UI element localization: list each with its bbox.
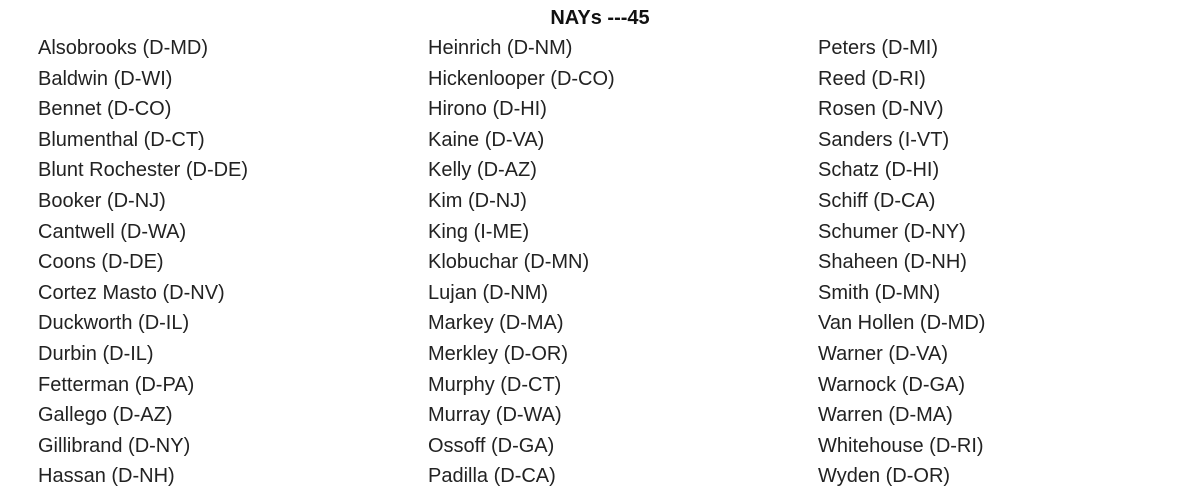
senator-name: Murray (D-WA)	[428, 404, 562, 427]
senator-name: Cortez Masto (D-NV)	[38, 281, 225, 304]
senator-name: Baldwin (D-WI)	[38, 67, 173, 90]
senator-name: Hassan (D-NH)	[38, 465, 175, 488]
vote-heading: NAYs ---45	[550, 7, 650, 29]
senator-name: Warner (D-VA)	[818, 342, 948, 365]
senator-name: Hickenlooper (D-CO)	[428, 67, 615, 90]
senator-name: Smith (D-MN)	[818, 281, 941, 304]
senator-name: Alsobrooks (D-MD)	[38, 37, 209, 59]
senator-name: Merkley (D-OR)	[428, 342, 568, 365]
senator-column-2	[428, 33, 808, 492]
senator-name: Sanders (I-VT)	[818, 128, 950, 151]
senator-column-1	[38, 33, 418, 492]
senator-name: Gillibrand (D-NY)	[38, 434, 191, 457]
senator-name: Hirono (D-HI)	[428, 98, 547, 121]
senator-name: Markey (D-MA)	[428, 312, 564, 335]
senator-name: Lujan (D-NM)	[428, 281, 549, 304]
senator-name: Reed (D-RI)	[818, 67, 926, 90]
senator-name: Warren (D-MA)	[818, 404, 953, 427]
senator-name: Heinrich (D-NM)	[428, 37, 573, 59]
senator-name: Whitehouse (D-RI)	[818, 434, 984, 457]
senator-name: Booker (D-NJ)	[38, 189, 166, 212]
senator-list	[38, 33, 1188, 495]
senator-name: Gallego (D-AZ)	[38, 404, 173, 427]
senator-name: Coons (D-DE)	[38, 251, 164, 274]
senator-name: Ossoff (D-GA)	[428, 434, 555, 457]
senator-name: Peters (D-MI)	[818, 37, 938, 59]
senator-name: Murphy (D-CT)	[428, 373, 562, 396]
senator-name: Klobuchar (D-MN)	[428, 251, 590, 274]
senator-name: Van Hollen (D-MD)	[818, 312, 986, 335]
senator-name: Kaine (D-VA)	[428, 128, 545, 151]
senator-column-3	[818, 33, 1198, 492]
senator-name: Padilla (D-CA)	[428, 465, 556, 488]
senator-name: Bennet (D-CO)	[38, 98, 172, 121]
senator-name: Rosen (D-NV)	[818, 98, 944, 121]
senator-name: Wyden (D-OR)	[818, 465, 951, 488]
senator-name: Kim (D-NJ)	[428, 189, 527, 212]
senator-name: King (I-ME)	[428, 220, 530, 243]
senator-name: Schiff (D-CA)	[818, 189, 936, 212]
senator-name: Cantwell (D-WA)	[38, 220, 187, 243]
senator-name: Schatz (D-HI)	[818, 159, 940, 182]
senator-name: Warnock (D-GA)	[818, 373, 966, 396]
senator-name: Durbin (D-IL)	[38, 342, 154, 365]
senator-name: Duckworth (D-IL)	[38, 312, 190, 335]
senator-name: Blunt Rochester (D-DE)	[38, 159, 249, 182]
senator-name: Blumenthal (D-CT)	[38, 128, 205, 151]
senator-name: Shaheen (D-NH)	[818, 251, 967, 274]
senator-name: Schumer (D-NY)	[818, 220, 966, 243]
senator-name: Kelly (D-AZ)	[428, 159, 537, 182]
senator-name: Fetterman (D-PA)	[38, 373, 195, 396]
